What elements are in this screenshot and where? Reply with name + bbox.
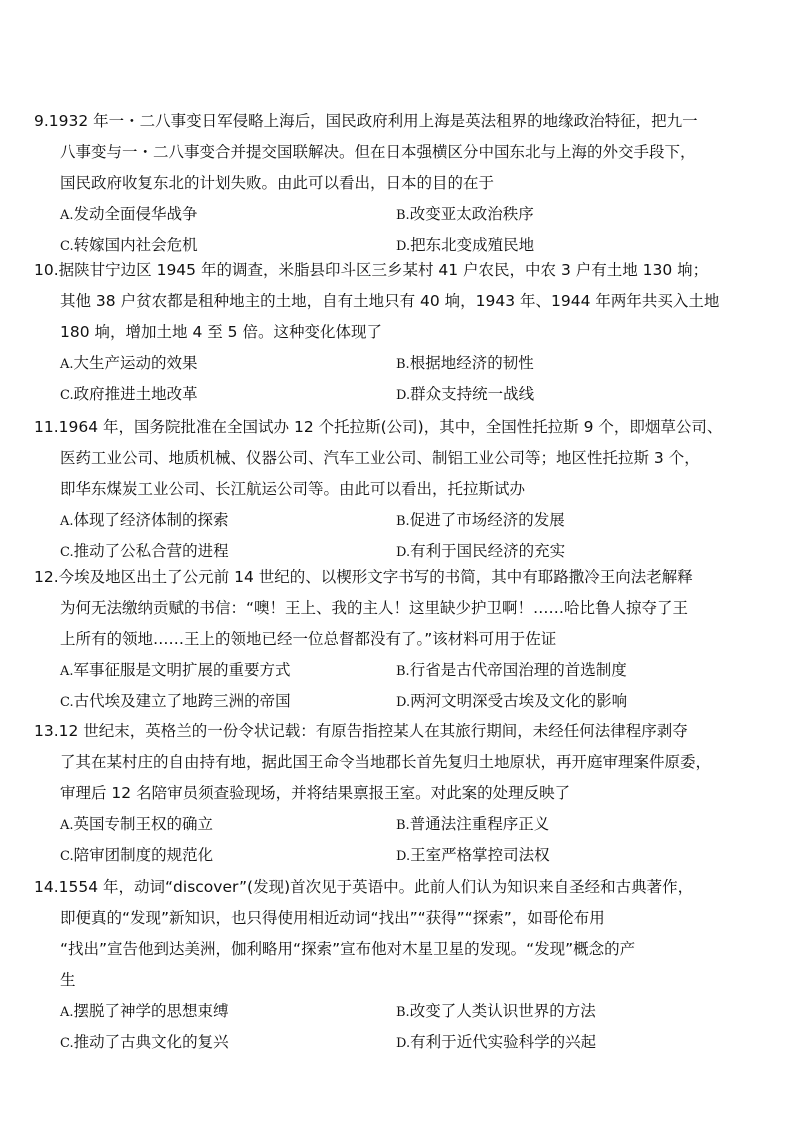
question-14-option-a (60, 996, 229, 1028)
option-text: 摆脱了神学的思想束缚 (73, 1002, 229, 1020)
question-14-option-b (396, 996, 596, 1028)
option-text: 英国专制王权的确立 (73, 815, 214, 833)
question-13-option-b (396, 809, 549, 841)
question-13-option-d (396, 840, 550, 872)
question-10-option-a (60, 348, 198, 380)
question-13-stem-line-3: 审理后 12 名陪审员须查验现场，并将结果禀报王室。对此案的处理反映了 (60, 784, 571, 802)
question-9 (34, 106, 734, 261)
question-13-option-c (60, 840, 213, 872)
option-text: 把东北变成殖民地 (410, 236, 535, 254)
question-14-options-row-2 (34, 1027, 734, 1058)
option-text: 促进了市场经济的发展 (409, 511, 565, 529)
question-12-option-a (60, 655, 291, 687)
question-12-options-row-1 (34, 655, 734, 686)
question-14-stem-line-2: 即便真的“发现”新知识，也只得使用相近动词“找出”“获得”“探索”，如哥伦布用 (60, 909, 605, 927)
option-letter: D. (396, 695, 411, 710)
option-letter: A. (60, 208, 74, 223)
option-letter: C. (60, 388, 74, 403)
question-9-stem-line-1: 9.1932 年一・二八事变日军侵略上海后，国民政府利用上海是英法租界的地缘政治特征，把九一 (34, 112, 698, 130)
option-letter: A. (60, 514, 74, 529)
option-text: 有利于近代实验科学的兴起 (410, 1033, 597, 1051)
question-14 (34, 872, 734, 1058)
question-11-stem-line-2: 医药工业公司、地质机械、仪器公司、汽车工业公司、制铝工业公司等；地区性托拉斯 3 个， (60, 449, 700, 467)
option-letter: C. (60, 545, 74, 560)
option-letter: B. (396, 514, 410, 529)
question-10-option-c (60, 379, 198, 411)
option-text: 改变了人类认识世界的方法 (409, 1002, 596, 1020)
option-text: 群众支持统一战线 (410, 385, 535, 403)
question-14-options-row-1 (34, 996, 734, 1027)
question-13-stem-line-1: 13.12 世纪末，英格兰的一份令状记载：有原告指控某人在其旅行期间，未经任何法律程序剥夺 (34, 722, 688, 740)
option-letter: B. (396, 208, 410, 223)
option-letter: D. (396, 849, 411, 864)
question-11 (34, 412, 734, 567)
question-13-options-row-2 (34, 840, 734, 871)
option-text: 古代埃及建立了地跨三洲的帝国 (73, 692, 291, 710)
option-text: 大生产运动的效果 (73, 354, 198, 372)
question-13 (34, 716, 734, 871)
question-14-stem-line-1: 14.1554 年，动词“discover”(发现)首次见于英语中。此前人们认为知识来自圣经和古典著作， (34, 878, 694, 896)
question-10-option-b (396, 348, 534, 380)
question-11-stem-line-1: 11.1964 年，国务院批准在全国试办 12 个托拉斯(公司)，其中，全国性托拉斯 9 个，即烟草公司、 (34, 418, 723, 436)
option-letter: B. (396, 1005, 410, 1020)
question-9-stem-line-2: 八事变与一・二八事变合并提交国联解决。但在日本强横区分中国东北与上海的外交手段下， (60, 143, 696, 161)
option-letter: C. (60, 1036, 74, 1051)
option-text: 推动了古典文化的复兴 (73, 1033, 229, 1051)
option-letter: C. (60, 695, 74, 710)
question-10 (34, 255, 734, 410)
question-11-stem-line-3: 即华东煤炭工业公司、长江航运公司等。由此可以看出，托拉斯试办 (60, 480, 526, 498)
option-letter: A. (60, 1005, 74, 1020)
option-text: 有利于国民经济的充实 (410, 542, 566, 560)
question-10-stem-line-2: 其他 38 户贫农都是租种地主的土地，自有土地只有 40 垧，1943 年、1944 年两年共买入土地 (60, 292, 720, 310)
option-letter: B. (396, 818, 410, 833)
question-14-option-d (396, 1027, 596, 1059)
option-text: 行省是古代帝国治理的首选制度 (409, 661, 627, 679)
option-letter: D. (396, 388, 411, 403)
question-11-option-a (60, 505, 229, 537)
option-letter: A. (60, 818, 74, 833)
question-13-stem-line-2: 了其在某村庄的自由持有地，据此国王命令当地郡长首先复归土地原状，再开庭审理案件原委， (60, 753, 712, 771)
option-letter: D. (396, 239, 411, 254)
option-text: 转嫁国内社会危机 (73, 236, 198, 254)
option-text: 普通法注重程序正义 (409, 815, 550, 833)
question-9-option-a (60, 199, 198, 231)
option-text: 政府推进土地改革 (73, 385, 198, 403)
option-text: 两河文明深受古埃及文化的影响 (410, 692, 628, 710)
question-9-stem-line-3: 国民政府收复东北的计划失败。由此可以看出，日本的目的在于 (60, 174, 495, 192)
question-10-option-d (396, 379, 534, 411)
question-9-option-b (396, 199, 534, 231)
question-12-option-d (396, 686, 627, 718)
question-12-option-b (396, 655, 627, 687)
option-letter: B. (396, 664, 410, 679)
question-11-option-b (396, 505, 565, 537)
option-text: 改变亚太政治秩序 (409, 205, 534, 223)
option-letter: C. (60, 849, 74, 864)
option-letter: B. (396, 357, 410, 372)
option-letter: D. (396, 1036, 411, 1051)
option-letter: C. (60, 239, 74, 254)
option-text: 陪审团制度的规范化 (73, 846, 214, 864)
question-12-options-row-2 (34, 686, 734, 717)
question-9-options-row-1 (34, 199, 734, 230)
question-14-stem-line-4: 生 (60, 971, 76, 989)
question-10-options-row-1 (34, 348, 734, 379)
option-text: 发动全面侵华战争 (73, 205, 198, 223)
question-10-stem-line-3: 180 垧，增加土地 4 至 5 倍。这种变化体现了 (60, 323, 382, 341)
option-letter: A. (60, 664, 74, 679)
question-13-options-row-1 (34, 809, 734, 840)
question-10-stem-line-1: 10.据陕甘宁边区 1945 年的调查，米脂县印斗区三乡某村 41 户农民，中农 3 户有土地 130 垧； (34, 261, 709, 279)
question-12-stem-line-1: 12.今埃及地区出土了公元前 14 世纪的、以楔形文字书写的书简，其中有耶路撒冷王向法老解释 (34, 568, 693, 586)
option-text: 体现了经济体制的探索 (73, 511, 229, 529)
question-11-options-row-1 (34, 505, 734, 536)
question-12-stem-line-2: 为何无法缴纳贡赋的书信：“噢！王上、我的主人！这里缺少护卫啊！……哈比鲁人掠夺了王 (60, 599, 689, 617)
question-12 (34, 562, 734, 717)
option-text: 根据地经济的韧性 (409, 354, 534, 372)
option-letter: D. (396, 545, 411, 560)
question-14-stem-line-3: “找出”宣告他到达美洲，伽利略用“探索”宣布他对木星卫星的发现。“发现”概念的产 (60, 940, 636, 958)
option-text: 军事征服是文明扩展的重要方式 (73, 661, 291, 679)
option-letter: A. (60, 357, 74, 372)
question-13-option-a (60, 809, 213, 841)
question-10-options-row-2 (34, 379, 734, 410)
option-text: 推动了公私合营的进程 (73, 542, 229, 560)
question-12-stem-line-3: 上所有的领地……王上的领地已经一位总督都没有了。”该材料可用于佐证 (60, 630, 557, 648)
question-14-option-c (60, 1027, 229, 1059)
question-12-option-c (60, 686, 291, 718)
option-text: 王室严格掌控司法权 (410, 846, 550, 864)
